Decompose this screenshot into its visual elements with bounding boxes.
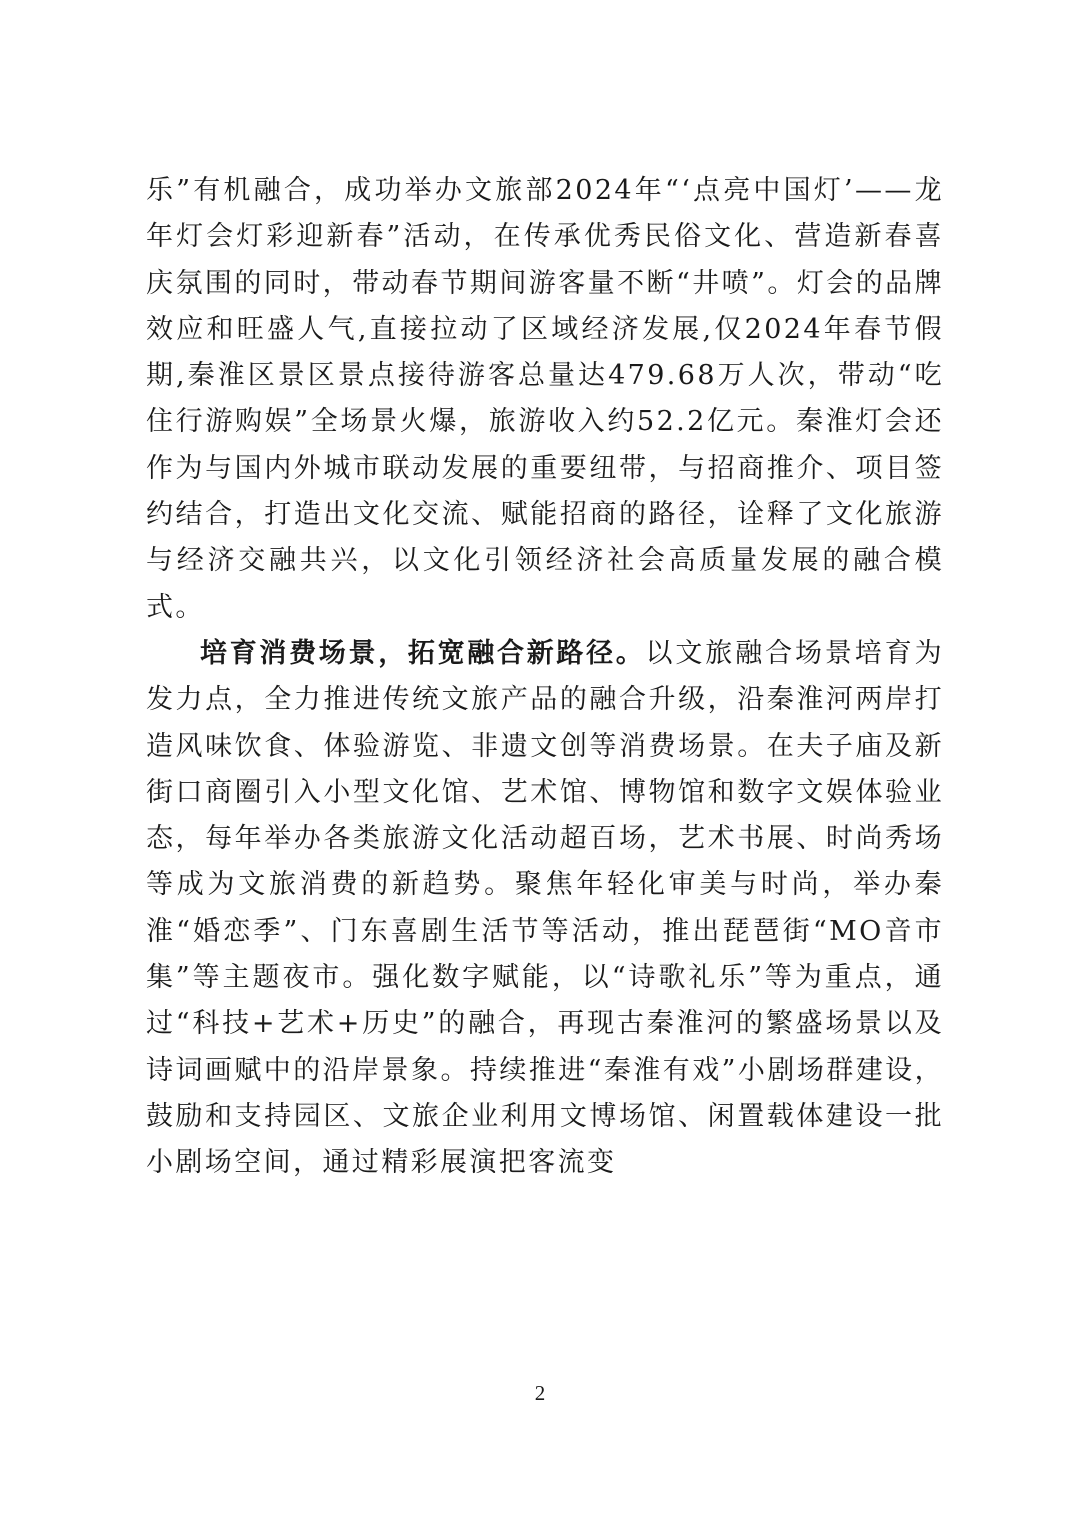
paragraph-heading: 培育消费场景，拓宽融合新路径。 (200, 637, 646, 669)
paragraph-consumption-scenes (146, 631, 944, 1187)
paragraph-body: 以文旅融合场景培育为发力点，全力推进传统文旅产品的融合升级，沿秦淮河两岸打造风味饮食、体验游览、非遗文创等消费场景。在夫子庙及新街口商圈引入小型文化馆、艺术馆、博物馆和数字文娱体验业态，每年举办各类旅游文化活动超百场，艺术书展、时尚秀场等成为文旅消费的新趋势。聚焦年轻化审美与时尚，举办秦淮“婚恋季”、门东喜剧生活节等活动，推出琵琶街“MO音市集”等主题夜市。强化数字赋能，以“诗歌礼乐”等为重点，通过“科技+艺术+历史”的融合，再现古秦淮河的繁盛场景以及诗词画赋中的沿岸景象。持续推进“秦淮有戏”小剧场群建设，鼓励和支持园区、文旅企业利用文博场馆、闲置载体建设一批小剧场空间，通过精彩展演把客流变 (146, 637, 944, 1179)
page-number: 2 (534, 1381, 546, 1405)
document-body (146, 168, 944, 1187)
paragraph-lantern-festival: 乐”有机融合，成功举办文旅部2024年“‘点亮中国灯’——龙年灯会灯彩迎新春”活动，在传承优秀民俗文化、营造新春喜庆氛围的同时，带动春节期间游客量不断“井喷”。灯会的品牌效应和旺盛人气,直接拉动了区域经济发展,仅2024年春节假期,秦淮区景区景点接待游客总量达479.68万人次，带动“吃住行游购娱”全场景火爆，旅游收入约52.2亿元。秦淮灯会还作为与国内外城市联动发展的重要纽带，与招商推介、项目签约结合，打造出文化交流、赋能招商的路径，诠释了文化旅游与经济交融共兴，以文化引领经济社会高质量发展的融合模式。 (146, 175, 944, 623)
